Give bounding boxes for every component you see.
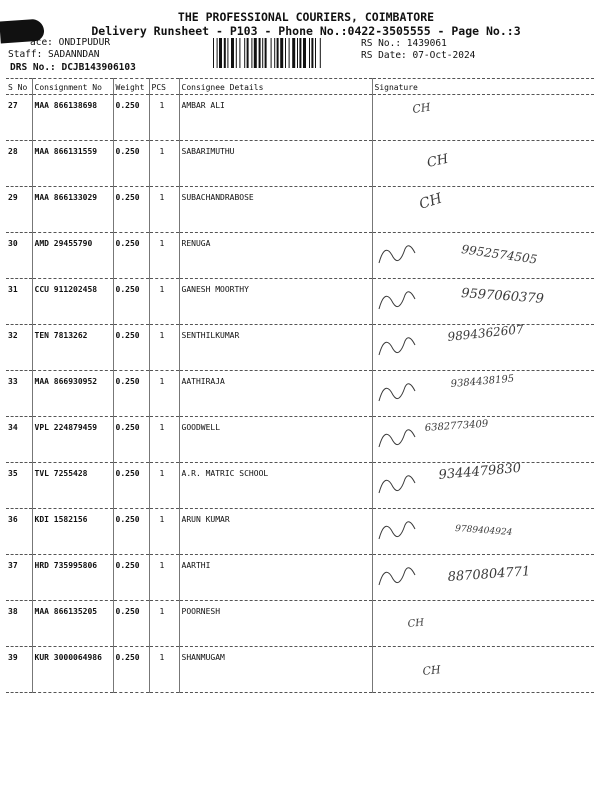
weight-cell: 0.250 [113, 647, 149, 693]
table-row [6, 279, 594, 325]
barcode-image [213, 38, 353, 68]
consignment-cell: CCU 911202458 [32, 279, 113, 325]
company-title: THE PROFESSIONAL COURIERS, COIMBATORE [177, 10, 435, 24]
sno-cell: 31 [6, 279, 32, 325]
consignee-cell: AMBAR ALI [179, 95, 372, 141]
runsheet-title: Delivery Runsheet - P103 - Phone No.:0422-3505555 - Page No.:3 [91, 24, 521, 38]
pcs-cell: 1 [149, 647, 179, 693]
consignment-cell: MAA 866133029 [32, 187, 113, 233]
handwritten-signature [373, 371, 589, 416]
signature-cell [372, 322, 594, 371]
signature-text: CH [421, 663, 441, 678]
pcs-cell: 1 [149, 233, 179, 279]
signature-text: 9384438195 [449, 373, 515, 390]
consignee-cell: SHANMUGAM [179, 647, 372, 693]
pcs-cell: 1 [149, 509, 179, 555]
pcs-cell: 1 [149, 187, 179, 233]
handwritten-signature [373, 509, 589, 554]
signature-text: CH [416, 190, 444, 213]
delivery-table [6, 78, 594, 693]
weight-cell: 0.250 [113, 509, 149, 555]
weight-cell: 0.250 [113, 141, 149, 187]
consignee-cell: A.R. MATRIC SCHOOL [179, 463, 372, 509]
table-row [6, 325, 594, 371]
signature-text: 9894362607 [446, 322, 524, 344]
sno-cell: 32 [6, 325, 32, 371]
weight-cell: 0.250 [113, 95, 149, 141]
sno-cell: 34 [6, 417, 32, 463]
sno-cell: 28 [6, 141, 32, 187]
weight-cell: 0.250 [113, 601, 149, 647]
weight-cell: 0.250 [113, 417, 149, 463]
table-row [6, 555, 594, 601]
pcs-cell: 1 [149, 95, 179, 141]
consignee-cell: POORNESH [179, 601, 372, 647]
col-sno: S No [6, 79, 32, 95]
pcs-cell: 1 [149, 555, 179, 601]
handwritten-signature [373, 279, 589, 324]
sno-cell: 29 [6, 187, 32, 233]
handwritten-signature [373, 601, 589, 646]
drs-number: DRS No.: DCJB143906103 [10, 62, 136, 73]
pcs-cell: 1 [149, 417, 179, 463]
signature-cell [372, 509, 594, 555]
consignment-cell: AMD 29455790 [32, 233, 113, 279]
col-signature: Signature [372, 79, 594, 95]
table-row [6, 141, 594, 187]
col-consignee: Consignee Details [179, 79, 372, 95]
weight-cell: 0.250 [113, 187, 149, 233]
signature-cell [372, 460, 594, 509]
consignment-cell: TVL 7255428 [32, 463, 113, 509]
sno-cell: 39 [6, 647, 32, 693]
signature-cell [372, 187, 594, 233]
rs-date: RS Date: 07-Oct-2024 [361, 50, 476, 61]
rs-number: RS No.: 1439061 [361, 38, 447, 49]
consignee-cell: SUBACHANDRABOSE [179, 187, 372, 233]
col-weight: Weight [113, 79, 149, 95]
handwritten-signature [373, 233, 589, 278]
weight-cell: 0.250 [113, 463, 149, 509]
pcs-cell: 1 [149, 601, 179, 647]
staff-label: Staff: SADANNDAN [8, 49, 100, 60]
consignee-cell: SENTHILKUMAR [179, 325, 372, 371]
signature-text: 8870804771 [446, 564, 531, 585]
table-row [6, 463, 594, 509]
consignee-cell: AARTHI [179, 555, 372, 601]
consignment-cell: TEN 7813262 [32, 325, 113, 371]
handwritten-signature [373, 187, 589, 232]
handwritten-signature [373, 417, 589, 462]
signature-cell [372, 647, 594, 693]
sno-cell: 27 [6, 95, 32, 141]
table-row [6, 95, 594, 141]
sno-cell: 30 [6, 233, 32, 279]
handwritten-signature [373, 647, 589, 692]
consignment-cell: VPL 224879459 [32, 417, 113, 463]
weight-cell: 0.250 [113, 555, 149, 601]
consignment-cell: MAA 866138698 [32, 95, 113, 141]
signature-cell [372, 371, 594, 417]
place-label: ace: ONDIPUDUR [30, 37, 111, 48]
table-row [6, 371, 594, 417]
signature-text: 9952574505 [460, 242, 538, 267]
consignee-cell: GANESH MOORTHY [179, 279, 372, 325]
consignment-cell: MAA 866131559 [32, 141, 113, 187]
signature-text: 9789404924 [454, 524, 513, 538]
consignment-cell: KDI 1582156 [32, 509, 113, 555]
signature-text: 6382773409 [423, 418, 489, 434]
signature-cell [372, 95, 594, 141]
col-consignment: Consignment No [32, 79, 113, 95]
weight-cell: 0.250 [113, 233, 149, 279]
signature-cell [372, 279, 594, 325]
table-row [6, 233, 594, 279]
signature-cell [372, 233, 594, 279]
consignment-cell: MAA 866930952 [32, 371, 113, 417]
handwritten-signature [373, 95, 589, 140]
signature-text: CH [406, 617, 425, 630]
consignee-cell: GOODWELL [179, 417, 372, 463]
table-row [6, 509, 594, 555]
table-row [6, 187, 594, 233]
sno-cell: 36 [6, 509, 32, 555]
pcs-cell: 1 [149, 325, 179, 371]
signature-text: CH [425, 151, 450, 171]
consignee-cell: RENUGA [179, 233, 372, 279]
table-row [6, 647, 594, 693]
consignee-cell: ARUN KUMAR [179, 509, 372, 555]
table-header-row [6, 79, 594, 95]
weight-cell: 0.250 [113, 325, 149, 371]
handwritten-signature [373, 141, 589, 186]
consignment-cell: MAA 866135205 [32, 601, 113, 647]
handwritten-signature [373, 555, 589, 600]
signature-text: 9597060379 [460, 286, 544, 307]
consignment-cell: KUR 3000064986 [32, 647, 113, 693]
table-row [6, 417, 594, 463]
signature-text: 9344479830 [437, 460, 522, 483]
handwritten-signature [373, 322, 589, 370]
handwritten-signature [373, 460, 589, 508]
col-pcs: PCS [149, 79, 179, 95]
consignee-cell: AATHIRAJA [179, 371, 372, 417]
consignment-cell: HRD 735995806 [32, 555, 113, 601]
table-row [6, 601, 594, 647]
sno-cell: 35 [6, 463, 32, 509]
sno-cell: 33 [6, 371, 32, 417]
signature-cell [372, 417, 594, 463]
signature-text: CH [411, 100, 431, 116]
signature-cell [372, 601, 594, 647]
pcs-cell: 1 [149, 279, 179, 325]
weight-cell: 0.250 [113, 371, 149, 417]
sno-cell: 37 [6, 555, 32, 601]
weight-cell: 0.250 [113, 279, 149, 325]
pcs-cell: 1 [149, 463, 179, 509]
signature-cell [372, 141, 594, 187]
sno-cell: 38 [6, 601, 32, 647]
signature-cell [372, 555, 594, 601]
pcs-cell: 1 [149, 371, 179, 417]
pcs-cell: 1 [149, 141, 179, 187]
consignee-cell: SABARIMUTHU [179, 141, 372, 187]
